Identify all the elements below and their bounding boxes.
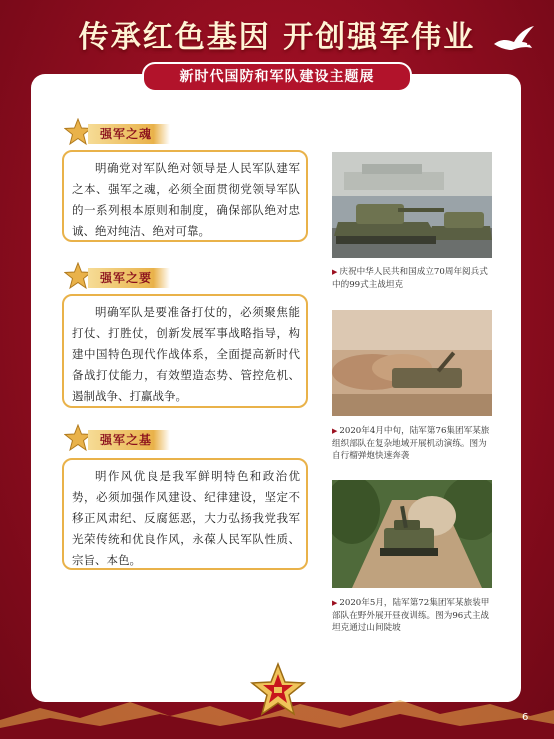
army-emblem-icon <box>250 662 306 718</box>
section-heading-foundation <box>64 424 174 454</box>
howitzer-photo <box>332 310 492 416</box>
tank-training-photo <box>332 480 492 588</box>
photo-caption: ▶ 2020年5月，陆军第72集团军某旅装甲部队在野外展开昼夜训练。图为96式主战坦克通过山间陡坡 <box>332 598 490 633</box>
page-number: 6 <box>522 712 529 723</box>
photo-caption: ▶ 2020年4月中旬，陆军第76集团军某旅组织部队在复杂地域开展机动演练。图为自行榴弹炮快速奔袭 <box>332 426 490 461</box>
triangle-bullet-icon: ▶ <box>332 599 338 607</box>
photo-caption: ▶ 庆祝中华人民共和国成立70周年阅兵式中的99式主战坦克 <box>332 267 488 290</box>
dove-icon <box>492 24 536 54</box>
page-title: 传承红色基因 开创强军伟业 <box>78 20 476 55</box>
exhibition-subtitle: 新时代国防和军队建设主题展 <box>142 62 412 92</box>
section-heading-soul <box>64 118 174 148</box>
section-body-key: 明确军队是要准备打仗的，必须聚焦能打仗、打胜仗，创新发展军事战略指导，构建中国特色现代作战体系，全面提高新时代备战打仗能力，有效塑造态势、管控危机、遏制战争、打赢战争。 <box>62 294 308 408</box>
triangle-bullet-icon: ▶ <box>332 427 338 435</box>
section-heading-key <box>64 262 174 292</box>
section-heading-label: 强军之基 <box>88 430 170 450</box>
section-heading-label: 强军之魂 <box>88 124 170 144</box>
tank-parade-photo <box>332 152 492 258</box>
section-body-soul: 明确党对军队绝对领导是人民军队建军之本、强军之魂，必须全面贯彻党领导军队的一系列根本原则和制度，确保部队绝对忠诚、绝对纯洁、绝对可靠。 <box>62 150 308 242</box>
triangle-bullet-icon: ▶ <box>332 268 338 276</box>
section-heading-label: 强军之要 <box>88 268 170 288</box>
section-body-foundation: 明作风优良是我军鲜明特色和政治优势，必须加强作风建设、纪律建设，坚定不移正风肃纪、反腐惩恶，大力弘扬我党我军光荣传统和优良作风，永葆人民军队性质、宗旨、本色。 <box>62 458 308 570</box>
